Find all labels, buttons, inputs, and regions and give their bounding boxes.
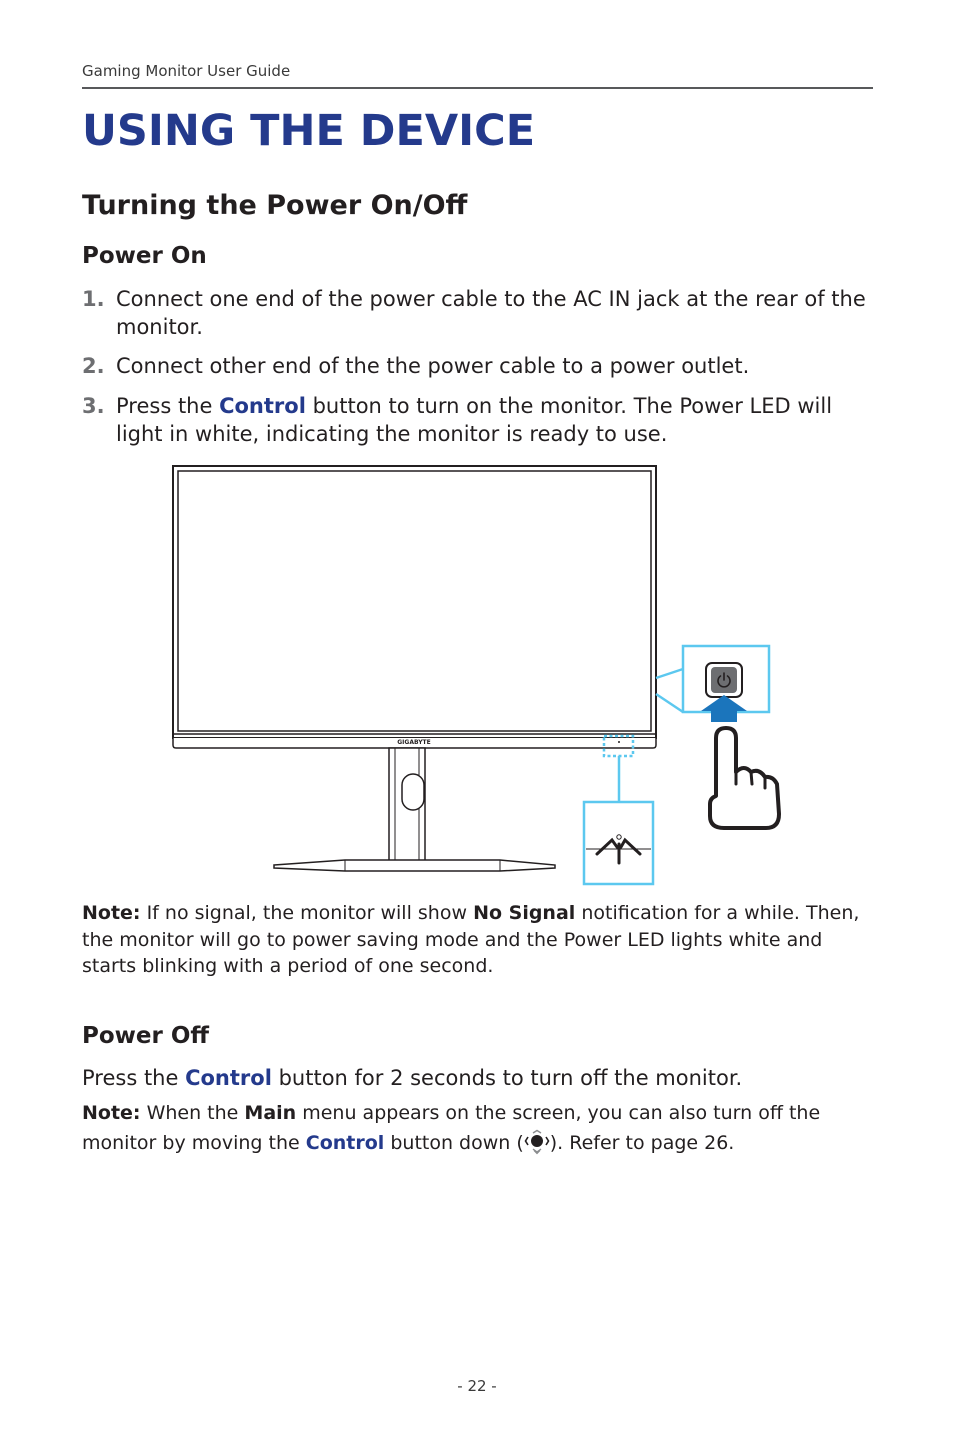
main-menu-label: Main (244, 1102, 297, 1124)
running-header: Gaming Monitor User Guide (82, 62, 291, 80)
power-off-instruction: Press the Control button for 2 seconds to turn off the monitor. (82, 1066, 743, 1090)
step-text: Connect one end of the power cable to the AC IN jack at the rear of the monitor. (116, 287, 866, 339)
power-off-title: Power Off (82, 1023, 210, 1049)
step-number: 3. (82, 394, 105, 418)
power-off-note: Note: When the Main menu appears on the screen, you can also turn off the monitor by moving the Control button down ( ). Refer to page 26. (82, 1102, 821, 1154)
page-number: - 22 - (457, 1377, 497, 1395)
control-highlight: Control (305, 1132, 385, 1154)
no-signal-label: No Signal (473, 902, 576, 924)
hand-pointer-icon (710, 728, 779, 828)
monitor-screen (178, 471, 651, 731)
stand-base (274, 860, 555, 871)
step-number: 2. (82, 354, 105, 378)
chapter-title: USING THE DEVICE (82, 106, 536, 156)
header-divider (82, 87, 873, 89)
power-on-title: Power On (82, 243, 207, 269)
control-highlight: Control (219, 394, 306, 418)
section-title: Turning the Power On/Off (82, 190, 468, 221)
monitor-power-illustration (170, 462, 790, 888)
brand-logo: GIGABYTE (397, 739, 431, 746)
joystick-down-icon (524, 1129, 550, 1155)
power-on-note: Note: If no signal, the monitor will show No Signal notification for a while. Then, the monitor will go to power saving mode and the Power LED lights white and starts blinking with a period of one second. (82, 902, 860, 977)
step-text: Press the Control button to turn on the monitor. The Power LED will light in white, indicating the monitor is ready to use. (116, 394, 833, 446)
step-text: Connect other end of the the power cable to a power outlet. (116, 354, 750, 378)
control-highlight: Control (185, 1066, 272, 1090)
step-number: 1. (82, 287, 105, 311)
